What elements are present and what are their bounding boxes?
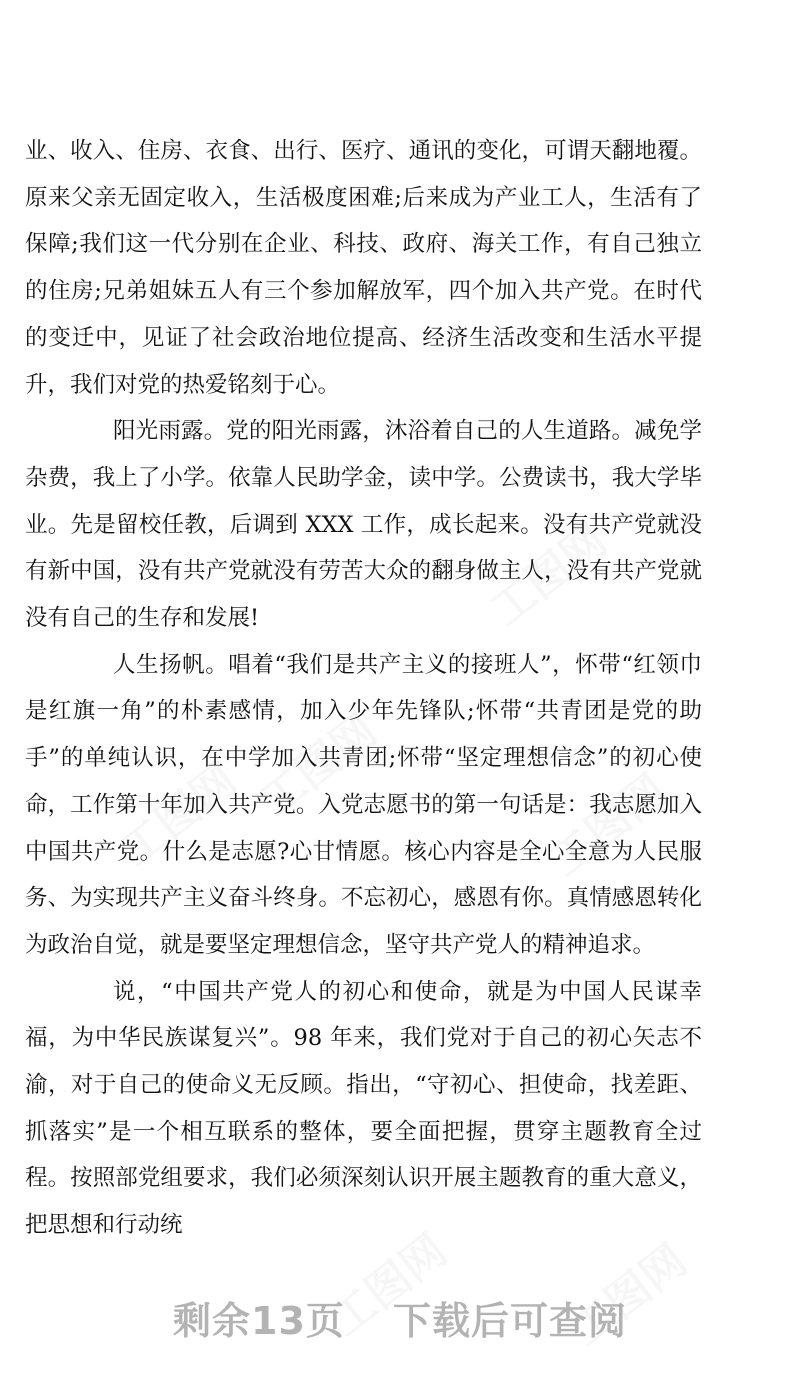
paragraph: 人生扬帆。唱着“我们是共产主义的接班人”，怀带“红领巾是红旗一角”的朴素感情，加入少年先锋队;怀带“共青团是党的助手”的单纯认识，在中学加入共青团;怀带“坚定理想信念”的初心使命，工作第十年加入共产党。入党志愿书的第一句话是：我志愿加入中国共产党。什么是志愿?心甘情愿。核心内容是全心全意为人民服务、为实现共产主义奋斗终身。不忘初心，感恩有你。真情感恩转化为政治自觉，就是要坚定理想信念，坚守共产党人的精神追求。 xyxy=(25,651,702,958)
remaining-pages-label: 剩余13页 xyxy=(173,1299,345,1343)
paragraph: 阳光雨露。党的阳光雨露，沐浴着自己的人生道路。减免学杂费，我上了小学。依靠人民助学金，读中学。公费读书，我大学毕业。先是留校任教，后调到 XXX 工作，成长起来。没有共产党就没有新中国，没有共产党就没有劳苦大众的翻身做主人，没有共产党就没有自己的生存和发展! xyxy=(25,418,702,632)
preview-limit-banner xyxy=(0,1290,800,1345)
paragraph: 说，“中国共产党人的初心和使命，就是为中国人民谋幸福，为中华民族谋复兴”。98 年来，我们党对于自己的初心矢志不渝，对于自己的使命义无反顾。指出，“守初心、担使命，找差距、抓落实”是一个相互联系的整体，要全面把握，贯穿主题教育全过程。按照部党组要求，我们必须深刻认识开展主题教育的重大意义，把思想和行动统 xyxy=(25,978,702,1239)
download-to-view-link[interactable]: 下载后可查阅 xyxy=(392,1299,627,1343)
document-body xyxy=(25,128,702,1249)
paragraph: 业、收入、住房、衣食、出行、医疗、通讯的变化，可谓天翻地覆。原来父亲无固定收入，生活极度困难;后来成为产业工人，生活有了保障;我们这一代分别在企业、科技、政府、海关工作，有自己独立的住房;兄弟姐妹五人有三个参加解放军，四个加入共产党。在时代的变迁中，见证了社会政治地位提高、经济生活改变和生活水平提升，我们对党的热爱铭刻于心。 xyxy=(25,138,702,398)
